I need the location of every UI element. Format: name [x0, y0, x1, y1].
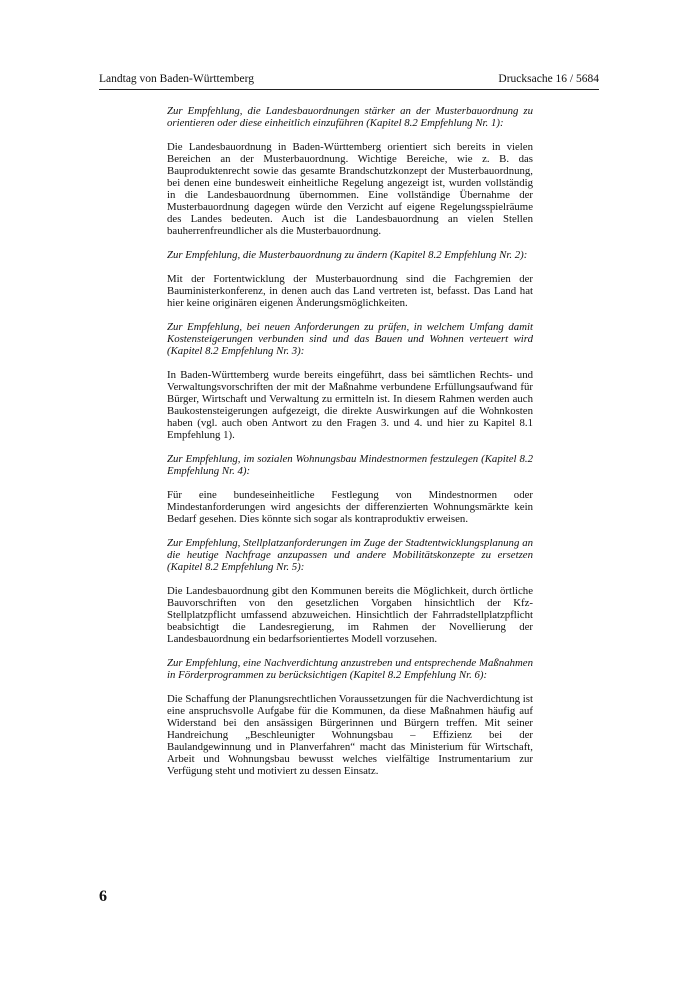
- document-body: [167, 105, 533, 789]
- recommendation-heading: Zur Empfehlung, Stellplatzanforderungen im Zuge der Stadtentwicklungsplanung an die heutige Nachfrage anzupassen und andere Mobilitätskonzepte zu ersetzen (Kapitel 8.2 Empfehlung Nr. 5):: [167, 537, 533, 573]
- recommendation-heading: Zur Empfehlung, bei neuen Anforderungen zu prüfen, in welchem Umfang damit Kostensteigerungen verbunden sind und das Bauen und Wohnen verteuert wird (Kapitel 8.2 Empfehlung Nr. 3):: [167, 321, 533, 357]
- response-paragraph: Mit der Fortentwicklung der Musterbauordnung sind die Fachgremien der Bauministerkonferenz, in denen auch das Land vertreten ist, befasst. Das Land hat hier keine originären eigenen Änderungsmöglichkeiten.: [167, 273, 533, 309]
- recommendation-heading: Zur Empfehlung, eine Nachverdichtung anzustreben und entsprechende Maßnahmen in Förderprogrammen zu berücksichtigen (Kapitel 8.2 Empfehlung Nr. 6):: [167, 657, 533, 681]
- page-header: [99, 72, 599, 88]
- page-number: 6: [99, 888, 107, 905]
- response-paragraph: In Baden-Württemberg wurde bereits eingeführt, dass bei sämtlichen Rechts- und Verwaltungsvorschriften der mit der Maßnahme verbundene Erfüllungsaufwand für Bürger, Wirtschaft und Verwaltung zu ermitteln ist. In diesem Rahmen werden auch Baukostensteigerungen aufgezeigt, die direkte Auswirkungen auf die Wohnkosten haben (vgl. auch oben Antwort zu den Fragen 3. und 4. und hier zu Kapitel 8.1 Empfehlung 1).: [167, 369, 533, 441]
- response-paragraph: Die Landesbauordnung gibt den Kommunen bereits die Möglichkeit, durch örtliche Bauvorschriften von den gesetzlichen Vorgaben hinsichtlich der Kfz-Stellplatzpflicht umfassend abzuweichen. Hinsichtlich der Fahrradstellplatzpflicht beabsichtigt die Landesregierung, im Rahmen der Novellierung der Landesbauordnung ein bedarfsorientiertes Modell vorzusehen.: [167, 585, 533, 645]
- response-paragraph: Die Landesbauordnung in Baden-Württemberg orientiert sich bereits in vielen Bereichen an der Musterbauordnung. Wichtige Bereiche, wie z. B. das Bauproduktenrecht sowie das gesamte Brandschutzkonzept der Musterbauordnung, bei denen eine bundesweit einheitliche Regelung angezeigt ist, wurden vollständig in die Landesbauordnung übernommen. Eine vollständige Übernahme der Musterbauordnung dagegen würde den Verzicht auf eigene Regelungsspielräume des Landes bedeuten. Auch ist die Landesbauordnung an vielen Stellen bauherrenfreundlicher als die Musterbauordnung.: [167, 141, 533, 237]
- response-paragraph: Für eine bundeseinheitliche Festlegung von Mindestnormen oder Mindestanforderungen wird angesichts der differenzierten Wohnungsmärkte kein Bedarf gesehen. Dies könnte sich sogar als kontraproduktiv erweisen.: [167, 489, 533, 525]
- response-paragraph: Die Schaffung der Planungsrechtlichen Voraussetzungen für die Nachverdichtung ist eine anspruchsvolle Aufgabe für die Kommunen, da diese Maßnahmen häufig auf Widerstand bei den ansässigen Bürgerinnen und Bürgern treffen. Mit seiner Handreichung „Beschleunigter Wohnungsbau – Effizienz bei der Baulandgewinnung und in Planverfahren“ macht das Ministerium für Wirtschaft, Arbeit und Wohnungsbau bewusst welches vielfältige Instrumentarium zur Verfügung steht und motiviert zu dessen Einsatz.: [167, 693, 533, 777]
- recommendation-heading: Zur Empfehlung, die Musterbauordnung zu ändern (Kapitel 8.2 Empfehlung Nr. 2):: [167, 249, 528, 261]
- recommendation-heading: Zur Empfehlung, im sozialen Wohnungsbau Mindestnormen festzulegen (Kapitel 8.2 Empfehlung Nr. 4):: [167, 453, 533, 477]
- header-parliament-name: Landtag von Baden-Württemberg: [99, 73, 254, 85]
- recommendation-heading: Zur Empfehlung, die Landesbauordnungen stärker an der Musterbauordnung zu orientieren oder diese einheitlich einzuführen (Kapitel 8.2 Empfehlung Nr. 1):: [167, 105, 533, 129]
- header-rule: [99, 89, 599, 90]
- header-document-number: Drucksache 16 / 5684: [498, 73, 599, 85]
